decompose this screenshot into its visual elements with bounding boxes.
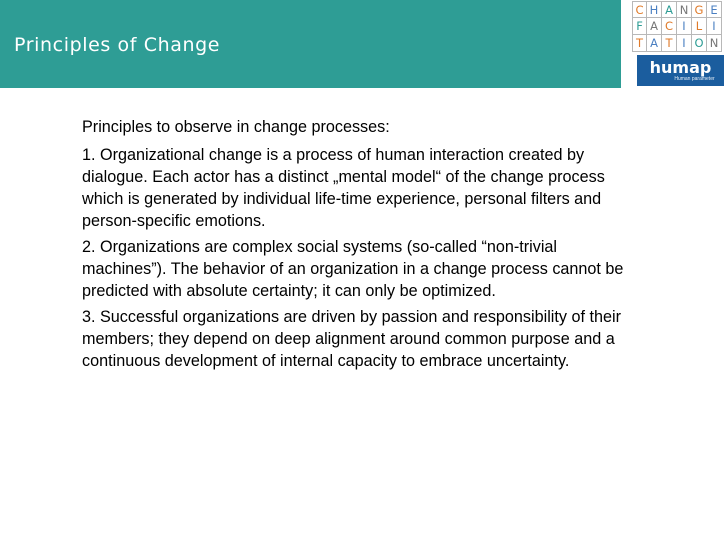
intro-text: Principles to observe in change processes: (82, 118, 390, 136)
logo-letter: T (632, 35, 647, 52)
logo-letter: E (707, 1, 722, 18)
logo-letter: A (647, 18, 662, 35)
logo-letter: A (647, 35, 662, 52)
logo-letter: N (677, 1, 692, 18)
slide-body (82, 116, 642, 376)
logo-letter: C (662, 18, 677, 35)
logo-letter: C (632, 1, 647, 18)
logo-letter: L (692, 18, 707, 35)
logo-letter: I (707, 18, 722, 35)
logo-letter: A (662, 1, 677, 18)
slide-title: Principles of Change (14, 34, 221, 56)
logo-letter: G (692, 1, 707, 18)
logo-letter: F (632, 18, 647, 35)
change-facilitation-logo (628, 0, 728, 88)
logo-letter: O (692, 35, 707, 52)
logo-letter-grid (632, 1, 722, 52)
principle-3: 3. Successful organizations are driven by passion and responsibility of their members; they depend on deep alignment around common purpose and a continuous development of internal capacity to embrace uncertainty. (82, 308, 621, 370)
humap-tagline: Human parameter (674, 75, 715, 82)
humap-brand: humap (649, 57, 712, 77)
logo-letter: T (662, 35, 677, 52)
logo-letter: I (677, 35, 692, 52)
humap-logo (637, 55, 724, 86)
principle-2: 2. Organizations are complex social systems (so-called “non-trivial machines”). The behavior of an organization in a change process cannot be predicted with absolute certainty; it can only be optimized. (82, 238, 624, 300)
logo-letter: N (707, 35, 722, 52)
logo-letter: I (677, 18, 692, 35)
logo-letter: H (647, 1, 662, 18)
title-bar (0, 0, 621, 88)
principle-1: 1. Organizational change is a process of human interaction created by dialogue. Each actor has a distinct „mental model“ of the change process which is generated by individual life-time experience, personal filters and person-specific emotions. (82, 146, 605, 230)
